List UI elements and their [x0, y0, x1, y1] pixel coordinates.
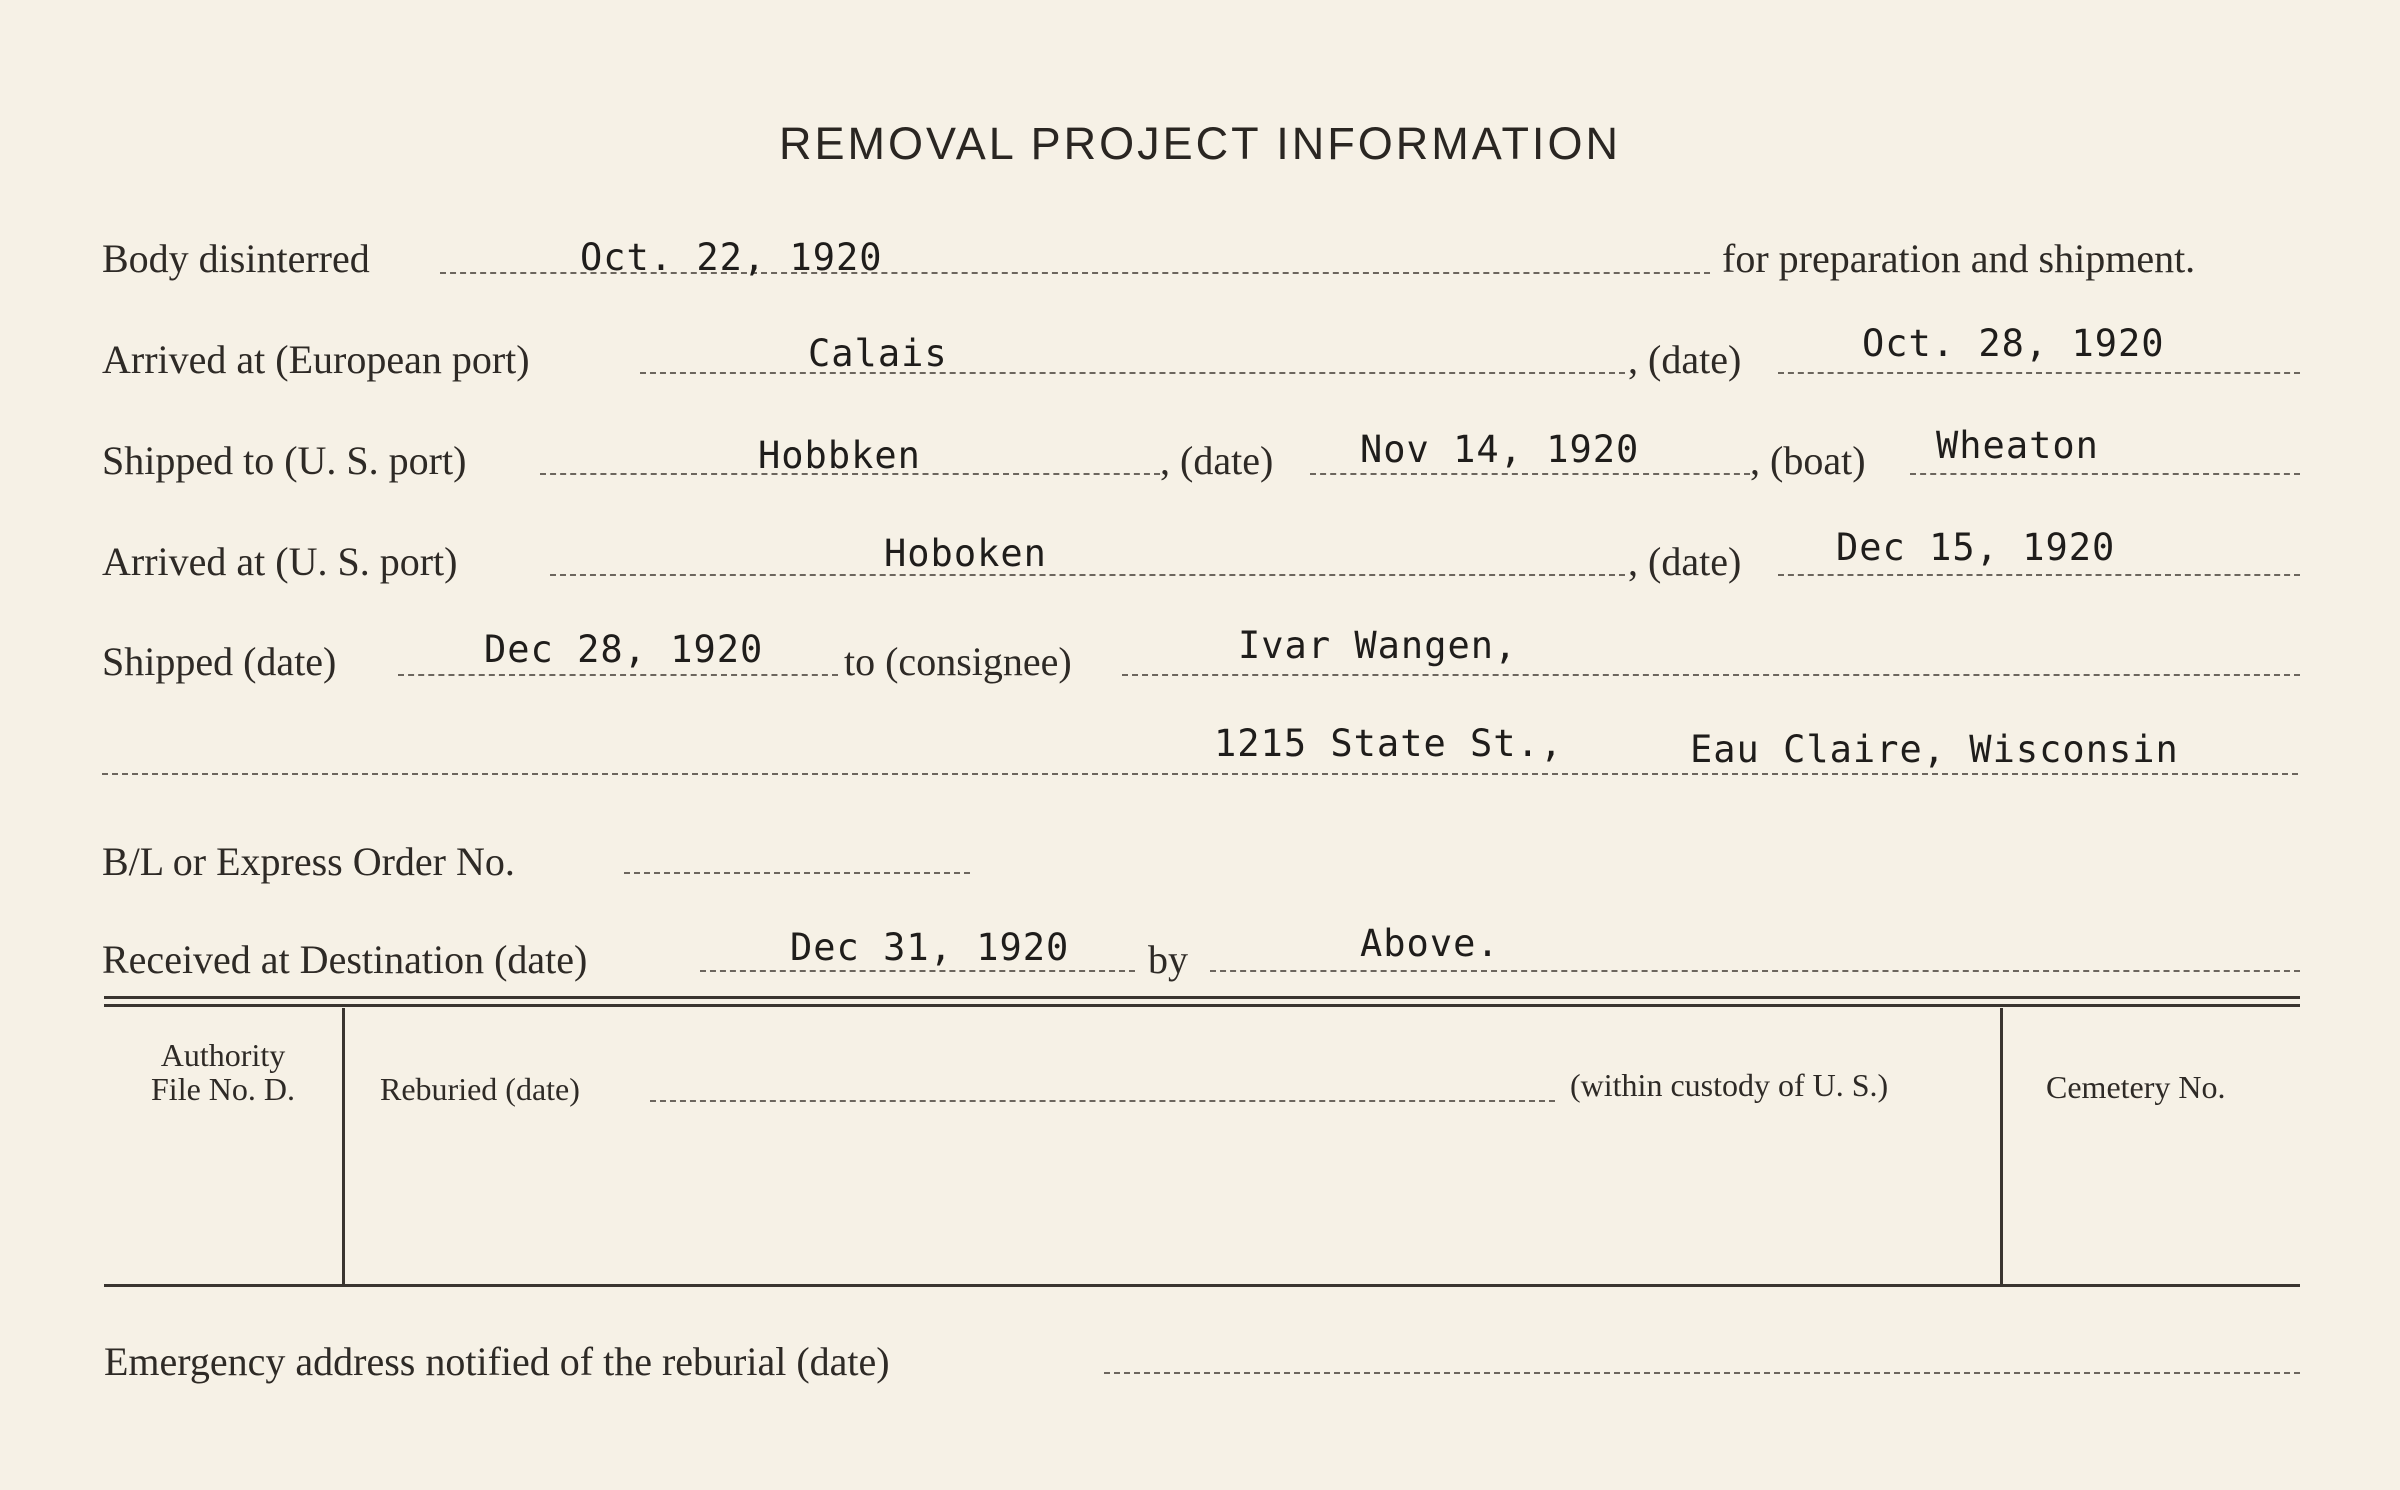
us-port-shipped-value: Hobbken — [758, 434, 921, 477]
arrived-european-label: Arrived at (European port) — [102, 337, 530, 382]
received-by-line — [1210, 970, 2300, 972]
boat-value: Wheaton — [1936, 424, 2099, 467]
emergency-date-line — [1104, 1372, 2300, 1374]
table-top-rule — [104, 996, 2300, 999]
us-ship-date-label: , (date) — [1160, 438, 1274, 483]
consignee-street-value: 1215 State St., — [1214, 722, 1564, 765]
received-destination-label: Received at Destination (date) — [102, 937, 588, 982]
consignee-name-value: Ivar Wangen, — [1238, 624, 1518, 667]
us-arrival-date-value: Dec 15, 1920 — [1836, 526, 2116, 569]
european-date-label: , (date) — [1628, 337, 1742, 382]
cemetery-no-label: Cemetery No. — [2046, 1069, 2226, 1105]
european-date-value: Oct. 28, 1920 — [1862, 322, 2165, 365]
shipped-to-us-label: Shipped to (U. S. port) — [102, 438, 467, 483]
received-by-value: Above. — [1360, 922, 1500, 965]
disinterred-date-value: Oct. 22, 1920 — [580, 236, 883, 279]
table-top-rule-double — [104, 1004, 2300, 1007]
bl-express-label: B/L or Express Order No. — [102, 839, 515, 884]
consignee-city-value: Eau Claire, Wisconsin — [1690, 728, 2179, 771]
us-arrival-date-line — [1778, 574, 2300, 576]
boat-label: , (boat) — [1750, 438, 1866, 483]
authority-label-line1: Authority — [160, 1037, 286, 1073]
european-date-line — [1778, 372, 2300, 374]
boat-line — [1910, 473, 2300, 475]
table-right-divider — [2000, 1008, 2003, 1284]
authority-label-line2: File No. D. — [151, 1071, 295, 1107]
european-port-line — [640, 372, 1625, 374]
reburied-date-line — [650, 1100, 1555, 1102]
emergency-address-label: Emergency address notified of the reburial (date) — [104, 1339, 890, 1384]
body-disinterred-label: Body disinterred — [102, 236, 370, 281]
to-consignee-label: to (consignee) — [844, 639, 1072, 684]
european-port-value: Calais — [808, 332, 948, 375]
shipped-date-line — [398, 674, 838, 676]
form-title: REMOVAL PROJECT INFORMATION — [779, 118, 1621, 169]
consignee-address-line — [102, 773, 2298, 775]
table-bottom-rule — [104, 1284, 2300, 1287]
received-date-value: Dec 31, 1920 — [790, 926, 1070, 969]
arrived-us-label: Arrived at (U. S. port) — [102, 539, 458, 584]
by-label: by — [1148, 937, 1188, 982]
us-ship-date-line — [1310, 473, 1750, 475]
shipped-date-label: Shipped (date) — [102, 639, 337, 684]
within-custody-label: (within custody of U. S.) — [1570, 1067, 1889, 1103]
received-date-line — [700, 970, 1135, 972]
us-port-arrived-value: Hoboken — [884, 532, 1047, 575]
us-ship-date-value: Nov 14, 1920 — [1360, 428, 1640, 471]
consignee-line — [1122, 674, 2300, 676]
us-port-arrived-line — [550, 574, 1625, 576]
for-preparation-label: for preparation and shipment. — [1722, 236, 2196, 281]
reburied-date-label: Reburied (date) — [380, 1071, 580, 1107]
shipped-date-value: Dec 28, 1920 — [484, 628, 764, 671]
bl-number-line — [624, 872, 970, 874]
table-left-divider — [342, 1008, 345, 1284]
us-arrival-date-label: , (date) — [1628, 539, 1742, 584]
